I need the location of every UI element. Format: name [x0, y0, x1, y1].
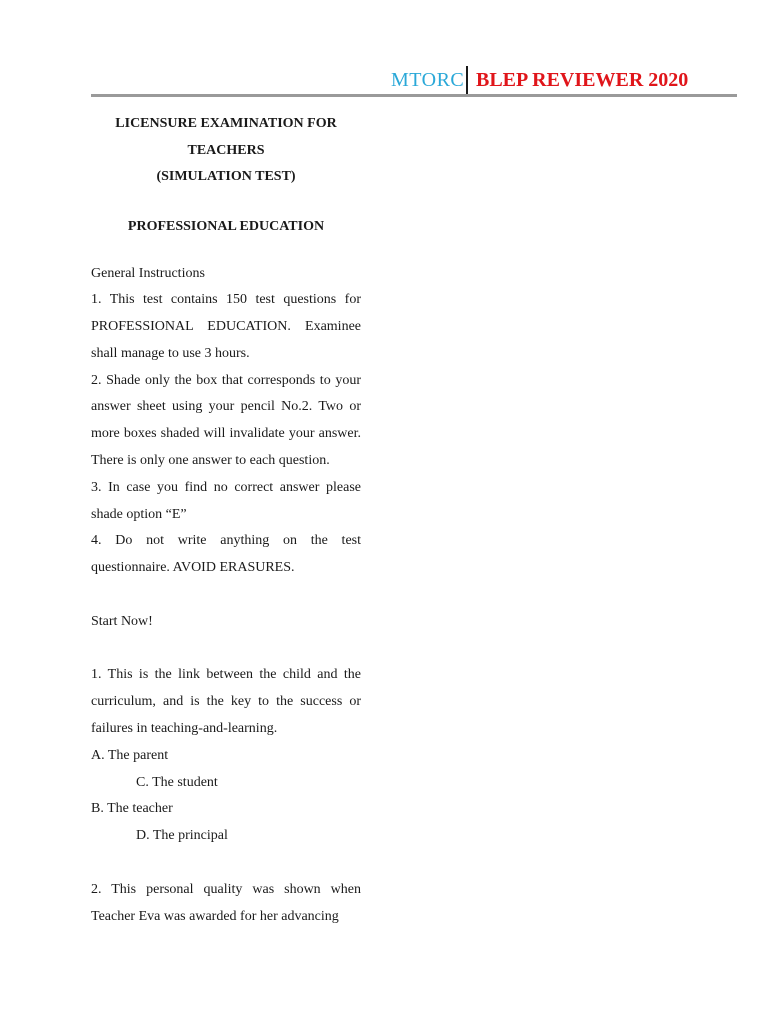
question-1-option-a: A. The parent [91, 747, 169, 763]
exam-title-line-3: (SIMULATION TEST) [156, 169, 296, 184]
exam-body [91, 261, 361, 931]
question-1-option-b: B. The teacher [91, 801, 173, 817]
exam-title [91, 111, 361, 191]
start-now: Start Now! [91, 613, 153, 629]
page-header [0, 66, 768, 96]
document-column [91, 111, 361, 930]
question-2-stem: 2. This personal quality was shown when Teacher Eva was awarded for her advancing [91, 881, 361, 924]
question-1-option-c: C. The student [136, 774, 218, 790]
brand-separator [466, 66, 468, 94]
spacer [91, 850, 361, 877]
instruction-item: 1. This test contains 150 test questions for PROFESSIONAL EDUCATION. Examinee shall manage to use 3 hours. [91, 292, 361, 361]
spacer [91, 636, 361, 663]
exam-subject: PROFESSIONAL EDUCATION [127, 218, 325, 234]
brand-mtorc: MTORC [391, 69, 465, 91]
instruction-item: 3. In case you find no correct answer please shade option “E” [91, 479, 361, 522]
question-1-stem: 1. This is the link between the child and the curriculum, and is the key to the success or failures in teaching-and-learning. [91, 667, 361, 737]
instructions-heading: General Instructions [91, 265, 205, 281]
brand-blep-reviewer: BLEP REVIEWER 2020 [476, 69, 689, 91]
instruction-item: 4. Do not write anything on the test questionnaire. AVOID ERASURES. [91, 533, 361, 576]
exam-title-line-1: LICENSURE EXAMINATION FOR [115, 116, 337, 131]
exam-title-line-2: TEACHERS [187, 142, 265, 158]
spacer [91, 582, 361, 609]
instruction-item: 2. Shade only the box that corresponds to your answer sheet using your pencil No.2. Two or more boxes shaded will invalidate your answer. There is only one answer to each question. [91, 372, 361, 469]
question-1-option-d: D. The principal [136, 828, 228, 844]
header-rule [91, 94, 737, 97]
